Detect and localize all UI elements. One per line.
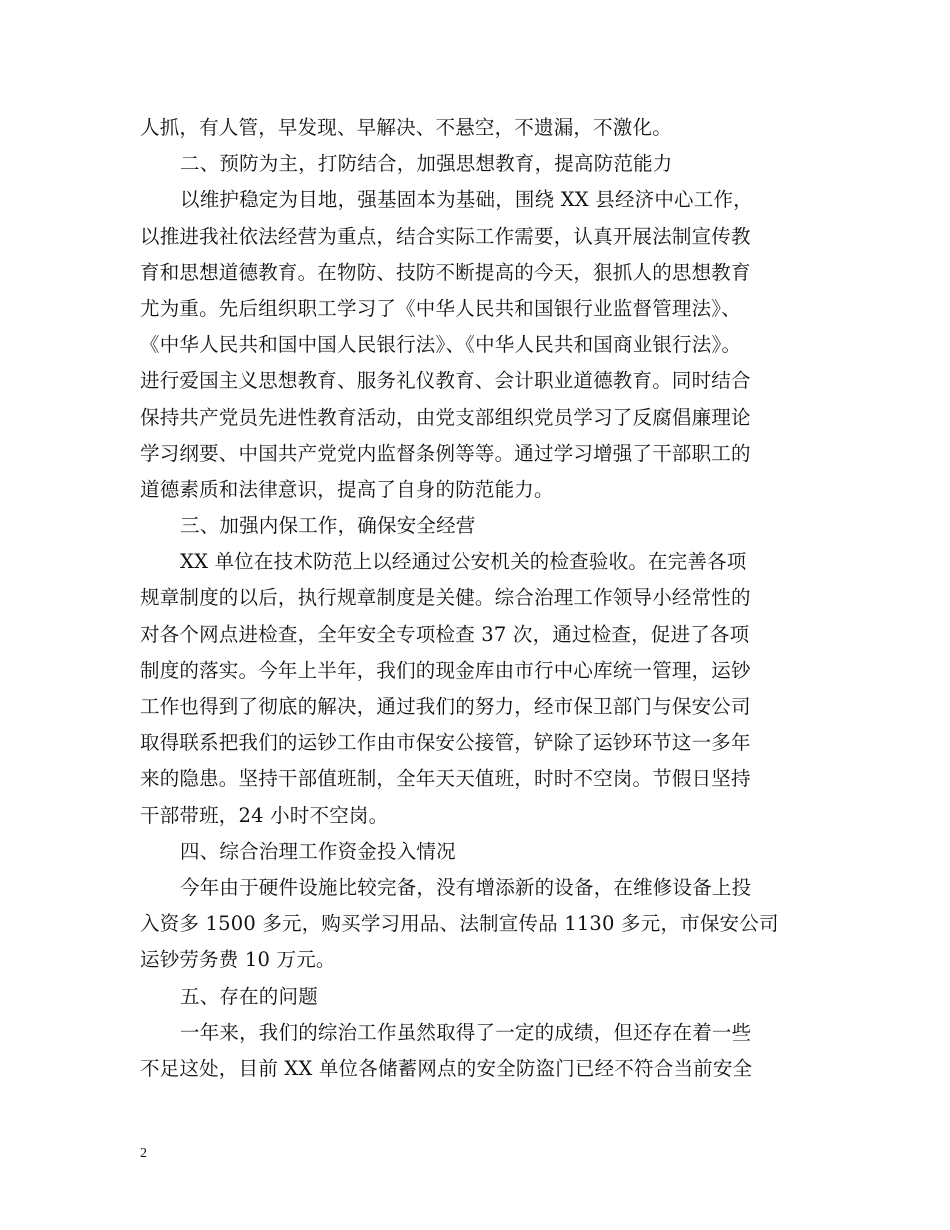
- body-line: XX 单位在技术防范上以经通过公安机关的检查验收。在完善各项: [180, 550, 747, 574]
- body-line: 取得联系把我们的运钞工作由市保安公接管，铲除了运钞环节这一多年: [140, 731, 751, 755]
- body-line: 来的隐患。坚持干部值班制，全年天天值班，时时不空岗。节假日坚持: [140, 767, 751, 791]
- body-line: 进行爱国主义思想教育、服务礼仪教育、会计职业道德教育。同时结合: [140, 369, 751, 393]
- body-line: 工作也得到了彻底的解决，通过我们的努力，经市保卫部门与保安公司: [140, 695, 751, 718]
- section-heading: 五、存在的问题: [180, 984, 318, 1008]
- body-line: 一年来，我们的综治工作虽然取得了一定的成绩，但还存在着一些: [180, 1020, 752, 1044]
- body-line: 干部带班，24 小时不空岗。: [140, 803, 389, 827]
- document-body: [140, 110, 820, 1087]
- body-line: 以维护稳定为目地，强基固本为基础，围绕 XX 县经济中心工作，: [180, 188, 753, 212]
- body-line: 对各个网点进检查，全年安全专项检查 37 次，通过检查，促进了各项: [140, 622, 750, 646]
- body-line: 不足这处，目前 XX 单位各储蓄网点的安全防盗门已经不符合当前安全: [140, 1056, 753, 1080]
- page-number: 2: [140, 1146, 147, 1161]
- body-line: 规章制度的以后，执行规章制度是关健。综合治理工作领导小经常性的: [140, 586, 751, 610]
- body-line: 制度的落实。今年上半年，我们的现金库由市行中心库统一管理，运钞: [140, 658, 751, 682]
- body-line: 《中华人民共和国中国人民银行法》、《中华人民共和国商业银行法》。: [140, 333, 742, 357]
- body-line: 运钞劳务费 10 万元。: [140, 948, 336, 972]
- section-heading: 三、加强内保工作，确保安全经营: [180, 514, 476, 538]
- body-line: 学习纲要、中国共产党党内监督条例等等。通过学习增强了干部职工的: [140, 441, 751, 465]
- body-line: 入资多 1500 多元，购买学习用品、法制宣传品 1130 多元，市保安公司: [140, 912, 779, 936]
- body-line: 人抓，有人管，早发现、早解决、不悬空，不遗漏，不激化。: [140, 116, 672, 139]
- body-line: 育和思想道德教育。在物防、技防不断提高的今天，狠抓人的思想教育: [140, 260, 751, 284]
- body-line: 保持共产党员先进性教育活动，由党支部组织党员学习了反腐倡廉理论: [140, 405, 751, 429]
- section-heading: 二、预防为主，打防结合，加强思想教育，提高防范能力: [180, 152, 673, 176]
- body-line: 道德素质和法律意识，提高了自身的防范能力。: [140, 477, 554, 501]
- body-line: 尤为重。先后组织职工学习了《中华人民共和国银行业监督管理法》、: [140, 296, 741, 320]
- body-line: 以推进我社依法经营为重点，结合实际工作需要，认真开展法制宣传教: [140, 224, 751, 248]
- section-heading: 四、综合治理工作资金投入情况: [180, 839, 456, 863]
- body-line: 今年由于硬件设施比较完备，没有增添新的设备，在维修设备上投: [180, 875, 752, 899]
